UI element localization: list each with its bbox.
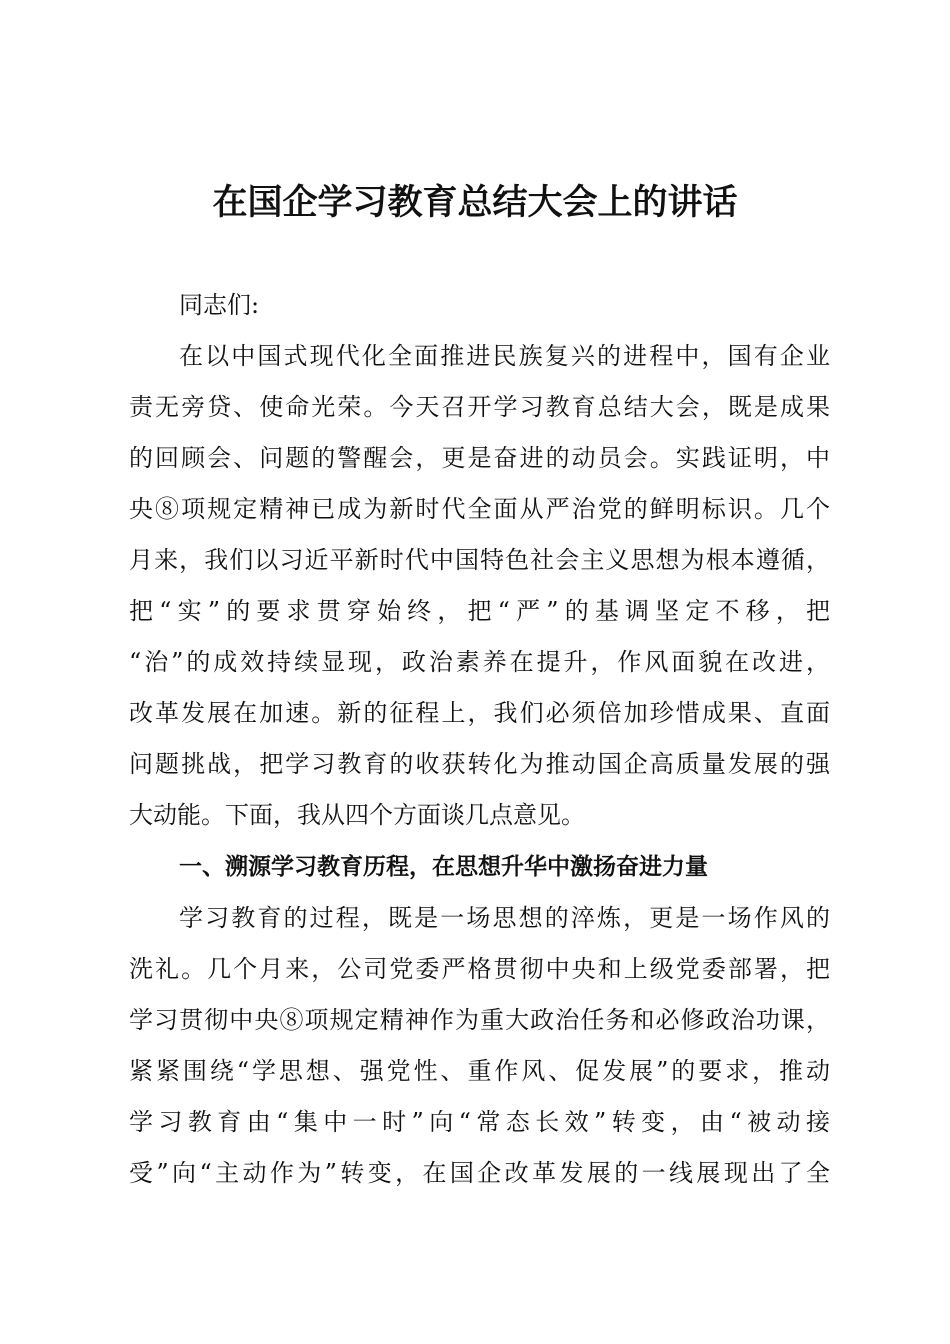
- intro-line: 大动能。下面，我从四个方面谈几点意见。: [129, 801, 585, 829]
- salutation: 同志们:: [179, 291, 260, 319]
- section-line: 受”向“主动作为”转变，在国企改革发展的一线展现出了全: [129, 1159, 830, 1187]
- section-line: 学习教育的过程，既是一场思想的淬炼，更是一场作风的: [179, 904, 830, 932]
- intro-line: 央⑧项规定精神已成为新时代全面从严治党的鲜明标识。几个: [129, 495, 830, 523]
- section-line: 洗礼。几个月来，公司党委严格贯彻中央和上级党委部署，把: [129, 955, 830, 983]
- intro-line: 在以中国式现代化全面推进民族复兴的进程中，国有企业: [179, 342, 830, 370]
- section-heading: 一、溯源学习教育历程，在思想升华中激扬奋进力量: [179, 854, 708, 880]
- intro-line: 改革发展在加速。新的征程上，我们必须倍加珍惜成果、直面: [129, 699, 830, 727]
- section-line: 学习教育由“集中一时”向“常态长效”转变，由“被动接: [129, 1108, 830, 1136]
- intro-line: “治”的成效持续显现，政治素养在提升，作风面貌在改进，: [129, 648, 830, 676]
- intro-line: 问题挑战，把学习教育的收获转化为推动国企高质量发展的强: [129, 750, 830, 778]
- section-line: 紧紧围绕“学思想、强党性、重作风、促发展”的要求，推动: [129, 1057, 830, 1085]
- intro-line: 月来，我们以习近平新时代中国特色社会主义思想为根本遵循，: [129, 546, 830, 574]
- intro-line: 的回顾会、问题的警醒会，更是奋进的动员会。实践证明，中: [129, 444, 830, 472]
- section-line: 学习贯彻中央⑧项规定精神作为重大政治任务和必修政治功课，: [129, 1006, 830, 1034]
- document-title: 在国企学习教育总结大会上的讲话: [212, 182, 738, 223]
- intro-line: 把“实”的要求贯穿始终，把“严”的基调坚定不移，把: [129, 597, 830, 625]
- intro-line: 责无旁贷、使命光荣。今天召开学习教育总结大会，既是成果: [129, 393, 830, 421]
